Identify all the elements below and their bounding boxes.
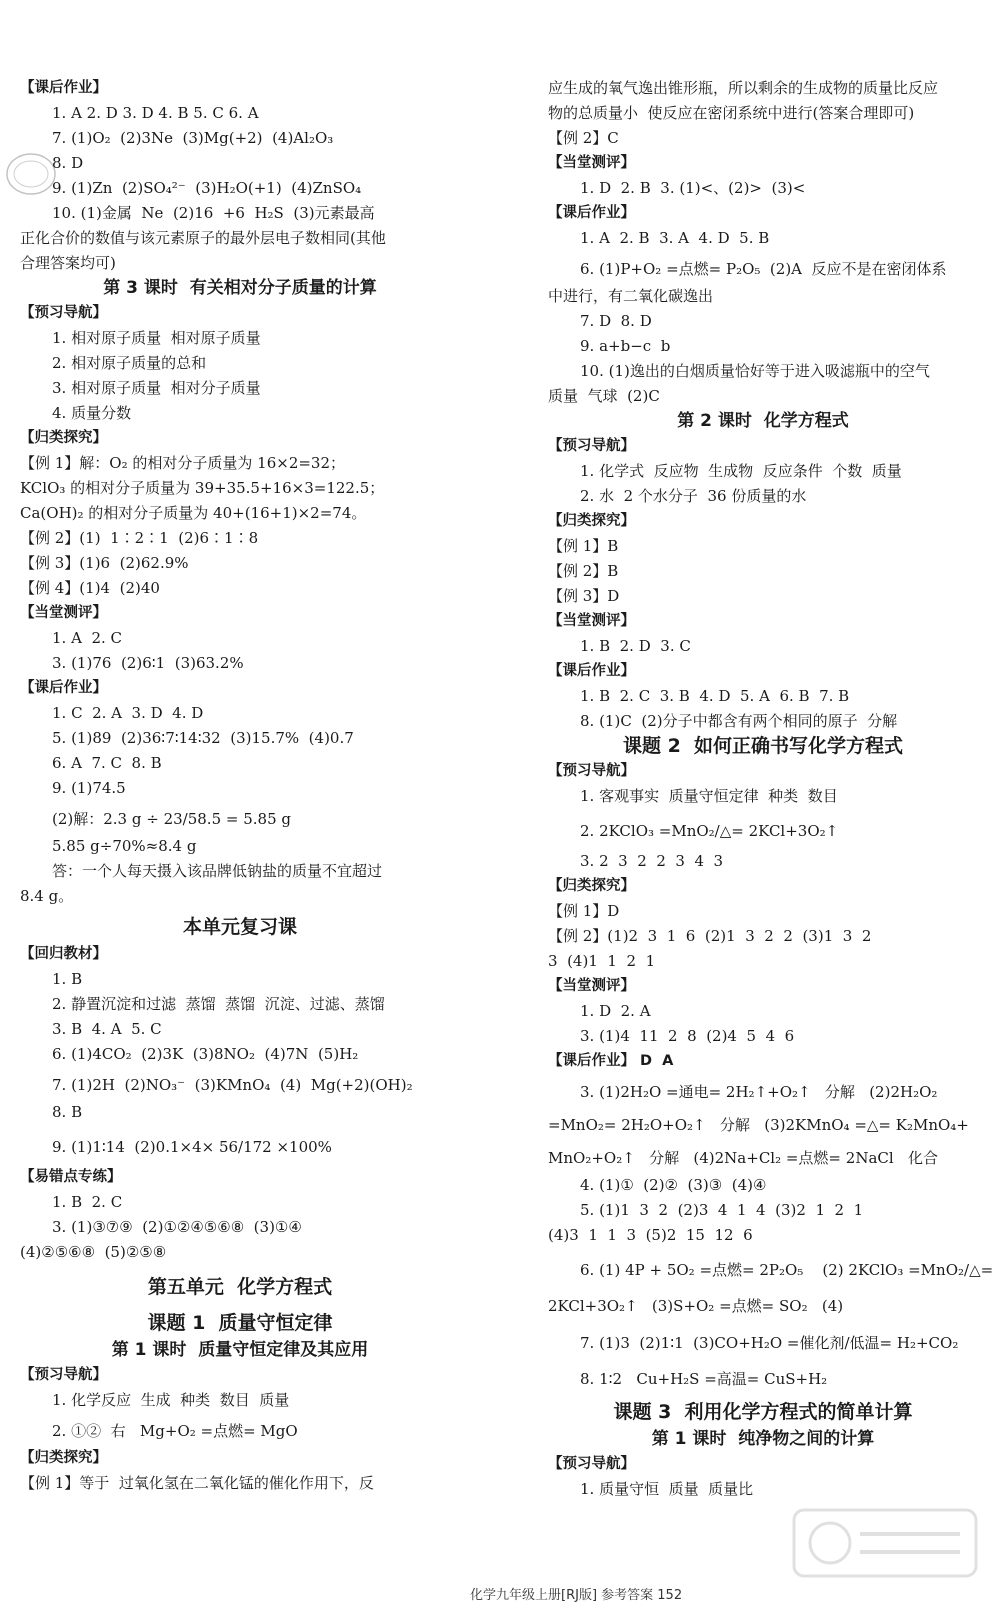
answer-line: 正化合价的数值与该元素原子的最外层电子数相同(其他 xyxy=(20,229,386,247)
answer-line: 2. 水 2 个水分子 36 份质量的水 xyxy=(580,487,807,505)
page-footer: 化学九年级上册[RJ版] 参考答案 152 xyxy=(470,1588,683,1603)
answer-line: 3. (1)4 11 2 8 (2)4 5 4 6 xyxy=(580,1027,795,1045)
answer-line: 1. 客观事实 质量守恒定律 种类 数目 xyxy=(580,787,838,805)
answer-line: 4. (1)① (2)② (3)③ (4)④ xyxy=(580,1176,767,1194)
lesson-title: 第 2 课时 化学方程式 xyxy=(677,411,849,431)
section-heading: 【回归教材】 xyxy=(20,946,107,962)
answer-line: 【例 1】等于 过氧化氢在二氧化锰的催化作用下，反 xyxy=(20,1474,374,1492)
answer-line: 3 (4)1 1 2 1 xyxy=(548,952,656,970)
answer-line: 9. (1)1∶14 (2)0.1×4× 56/172 ×100% xyxy=(52,1138,332,1156)
section-heading: 【预习导航】 xyxy=(548,438,635,454)
answer-line: 1. B 2. C 3. B 4. D 5. A 6. B 7. B xyxy=(580,687,850,705)
answer-line: 2KCl+3O₂↑ (3)S+O₂ =点燃= SO₂ (4) xyxy=(548,1297,844,1315)
answer-line: 答：一个人每天摄入该品牌低钠盐的质量不宜超过 xyxy=(52,862,383,880)
answer-line: 8. 1∶2 Cu+H₂S =高温= CuS+H₂ xyxy=(580,1370,828,1388)
section-heading: 【归类探究】 xyxy=(548,878,635,894)
answer-line: 2. 相对原子质量的总和 xyxy=(52,354,207,372)
answer-line: 3. B 4. A 5. C xyxy=(52,1020,162,1038)
answer-line: 7. D 8. D xyxy=(580,312,652,330)
answer-line: 应生成的氧气逸出锥形瓶，所以剩余的生成物的质量比反应 xyxy=(548,79,939,97)
lesson-title: 课题 3 利用化学方程式的简单计算 xyxy=(613,1401,913,1423)
answer-line: =MnO₂= 2H₂O+O₂↑ 分解 (3)2KMnO₄ =△= K₂MnO₄+ xyxy=(548,1116,969,1134)
answer-line: 【例 1】D xyxy=(548,902,620,920)
section-heading: 【当堂测评】 xyxy=(548,155,635,171)
section-heading: 【易错点专练】 xyxy=(20,1169,122,1185)
section-heading: 【课后作业】 D A xyxy=(548,1053,674,1069)
lesson-title: 第五单元 化学方程式 xyxy=(147,1276,333,1298)
answer-line: 1. A 2. D 3. D 4. B 5. C 6. A xyxy=(52,104,259,122)
answer-line: 1. B xyxy=(52,970,83,988)
lesson-title: 第 1 课时 纯净物之间的计算 xyxy=(651,1429,875,1449)
answer-line: 5. (1)89 (2)36∶7∶14∶32 (3)15.7% (4)0.7 xyxy=(52,729,354,747)
section-heading: 【课后作业】 xyxy=(20,680,107,696)
section-heading: 【预习导航】 xyxy=(548,1456,635,1472)
right-column xyxy=(548,76,994,1502)
answer-line: 1. A 2. C xyxy=(52,629,123,647)
answer-line: 质量 气球 (2)C xyxy=(548,387,660,405)
answer-line: 【例 4】(1)4 (2)40 xyxy=(20,579,160,597)
answer-line: 合理答案均可) xyxy=(20,254,116,272)
lesson-title: 课题 2 如何正确书写化学方程式 xyxy=(622,735,904,757)
lesson-title: 第 1 课时 质量守恒定律及其应用 xyxy=(111,1340,369,1360)
answer-line: 【例 3】(1)6 (2)62.9% xyxy=(20,554,189,572)
section-heading: 【当堂测评】 xyxy=(20,605,107,621)
answer-line: 1. B 2. D 3. C xyxy=(580,637,691,655)
answer-line: 1. B 2. C xyxy=(52,1193,123,1211)
lesson-title: 本单元复习课 xyxy=(182,916,297,938)
section-heading: 【课后作业】 xyxy=(548,663,635,679)
answer-line: Ca(OH)₂ 的相对分子质量为 40+(16+1)×2=74。 xyxy=(20,504,367,522)
section-heading: 【归类探究】 xyxy=(548,513,635,529)
answer-line: 7. (1)3 (2)1∶1 (3)CO+H₂O =催化剂/低温= H₂+CO₂ xyxy=(580,1334,959,1352)
answer-line: 5.85 g÷70%≈8.4 g xyxy=(52,837,197,855)
left-column xyxy=(20,76,460,1496)
lesson-title: 第 3 课时 有关相对分子质量的计算 xyxy=(103,278,377,298)
answer-line: 【例 2】C xyxy=(548,129,619,147)
answer-line: 中进行，有二氧化碳逸出 xyxy=(548,287,714,305)
answer-line: 【例 1】B xyxy=(548,537,619,555)
answer-line: 7. (1)O₂ (2)3Ne (3)Mg(+2) (4)Al₂O₃ xyxy=(52,129,334,147)
answer-line: MnO₂+O₂↑ 分解 (4)2Na+Cl₂ =点燃= 2NaCl 化合 xyxy=(548,1149,938,1167)
answer-line: (4)3 1 1 3 (5)2 15 12 6 xyxy=(548,1226,753,1244)
section-heading: 【归类探究】 xyxy=(20,1450,107,1466)
answer-line: (4)②⑤⑥⑧ (5)②⑤⑧ xyxy=(20,1243,167,1261)
answer-line: 9. a+b−c b xyxy=(580,337,671,355)
answer-line: KClO₃ 的相对分子质量为 39+35.5+16×3=122.5； xyxy=(20,479,385,497)
answer-line: 1. D 2. B 3. (1)<、(2)> (3)< xyxy=(580,179,806,197)
answer-line: 4. 质量分数 xyxy=(52,404,132,422)
watermark-logo xyxy=(790,1506,980,1580)
section-heading: 【课后作业】 xyxy=(20,80,107,96)
answer-line: 3. 相对原子质量 相对分子质量 xyxy=(52,379,261,397)
answer-line: 6. (1)4CO₂ (2)3K (3)8NO₂ (4)7N (5)H₂ xyxy=(52,1045,359,1063)
answer-line: 7. (1)2H (2)NO₃⁻ (3)KMnO₄ (4) Mg(+2)(OH)₂ xyxy=(52,1076,413,1094)
answer-line: 【例 2】(1)2 3 1 6 (2)1 3 2 2 (3)1 3 2 xyxy=(548,927,872,945)
answer-line: 10. (1)金属 Ne (2)16 +6 H₂S (3)元素最高 xyxy=(52,204,375,222)
answer-line: 1. 化学式 反应物 生成物 反应条件 个数 质量 xyxy=(580,462,902,480)
answer-line: 【例 1】解：O₂ 的相对分子质量为 16×2=32； xyxy=(20,454,346,472)
answer-line: 6. A 7. C 8. B xyxy=(52,754,162,772)
answer-line: 【例 2】(1) 1∶2∶1 (2)6∶1∶8 xyxy=(20,529,259,547)
answer-line: 2. ①② 右 Mg+O₂ =点燃= MgO xyxy=(52,1422,298,1440)
answer-line: 10. (1)逸出的白烟质量恰好等于进入吸滤瓶中的空气 xyxy=(580,362,930,380)
answer-line: 9. (1)Zn (2)SO₄²⁻ (3)H₂O(+1) (4)ZnSO₄ xyxy=(52,179,362,197)
answer-line: 8. B xyxy=(52,1103,83,1121)
answer-line: 3. (1)2H₂O =通电= 2H₂↑+O₂↑ 分解 (2)2H₂O₂ xyxy=(580,1083,938,1101)
answer-line: 物的总质量小 使反应在密闭系统中进行(答案合理即可) xyxy=(548,104,915,122)
answer-line: 1. 相对原子质量 相对原子质量 xyxy=(52,329,261,347)
answer-line: 1. 质量守恒 质量 质量比 xyxy=(580,1480,754,1498)
answer-line: 8. D xyxy=(52,154,84,172)
answer-line: 1. C 2. A 3. D 4. D xyxy=(52,704,204,722)
answer-line: 6. (1)P+O₂ =点燃= P₂O₅ (2)A 反应不是在密闭体系 xyxy=(580,260,947,278)
answer-line: 3. 2 3 2 2 3 4 3 xyxy=(580,852,724,870)
answer-line: (2)解：2.3 g ÷ 23/58.5 = 5.85 g xyxy=(52,810,291,828)
answer-line: 【例 2】B xyxy=(548,562,619,580)
section-heading: 【预习导航】 xyxy=(20,1367,107,1383)
answer-line: 2. 静置沉淀和过滤 蒸馏 蒸馏 沉淀、过滤、蒸馏 xyxy=(52,995,385,1013)
section-heading: 【当堂测评】 xyxy=(548,613,635,629)
answer-line: 6. (1) 4P + 5O₂ =点燃= 2P₂O₅ (2) 2KClO₃ =MnO₂/△= xyxy=(580,1261,994,1279)
answer-line: 3. (1)③⑦⑨ (2)①②④⑤⑥⑧ (3)①④ xyxy=(52,1218,302,1236)
answer-line: 2. 2KClO₃ =MnO₂/△= 2KCl+3O₂↑ xyxy=(580,822,839,840)
section-heading: 【归类探究】 xyxy=(20,430,107,446)
section-heading: 【当堂测评】 xyxy=(548,978,635,994)
answer-line: 1. 化学反应 生成 种类 数目 质量 xyxy=(52,1391,290,1409)
answer-line: 1. A 2. B 3. A 4. D 5. B xyxy=(580,229,770,247)
answer-line: 8.4 g。 xyxy=(20,887,74,905)
section-heading: 【课后作业】 xyxy=(548,205,635,221)
answer-line: 【例 3】D xyxy=(548,587,620,605)
answer-line: 5. (1)1 3 2 (2)3 4 1 4 (3)2 1 2 1 xyxy=(580,1201,864,1219)
answer-line: 8. (1)C (2)分子中都含有两个相同的原子 分解 xyxy=(580,712,898,730)
lesson-title: 课题 1 质量守恒定律 xyxy=(147,1312,333,1334)
stamp-seal-icon xyxy=(4,150,58,198)
section-heading: 【预习导航】 xyxy=(20,305,107,321)
answer-line: 3. (1)76 (2)6∶1 (3)63.2% xyxy=(52,654,244,672)
section-heading: 【预习导航】 xyxy=(548,763,635,779)
answer-line: 1. D 2. A xyxy=(580,1002,651,1020)
answer-line: 9. (1)74.5 xyxy=(52,779,126,797)
